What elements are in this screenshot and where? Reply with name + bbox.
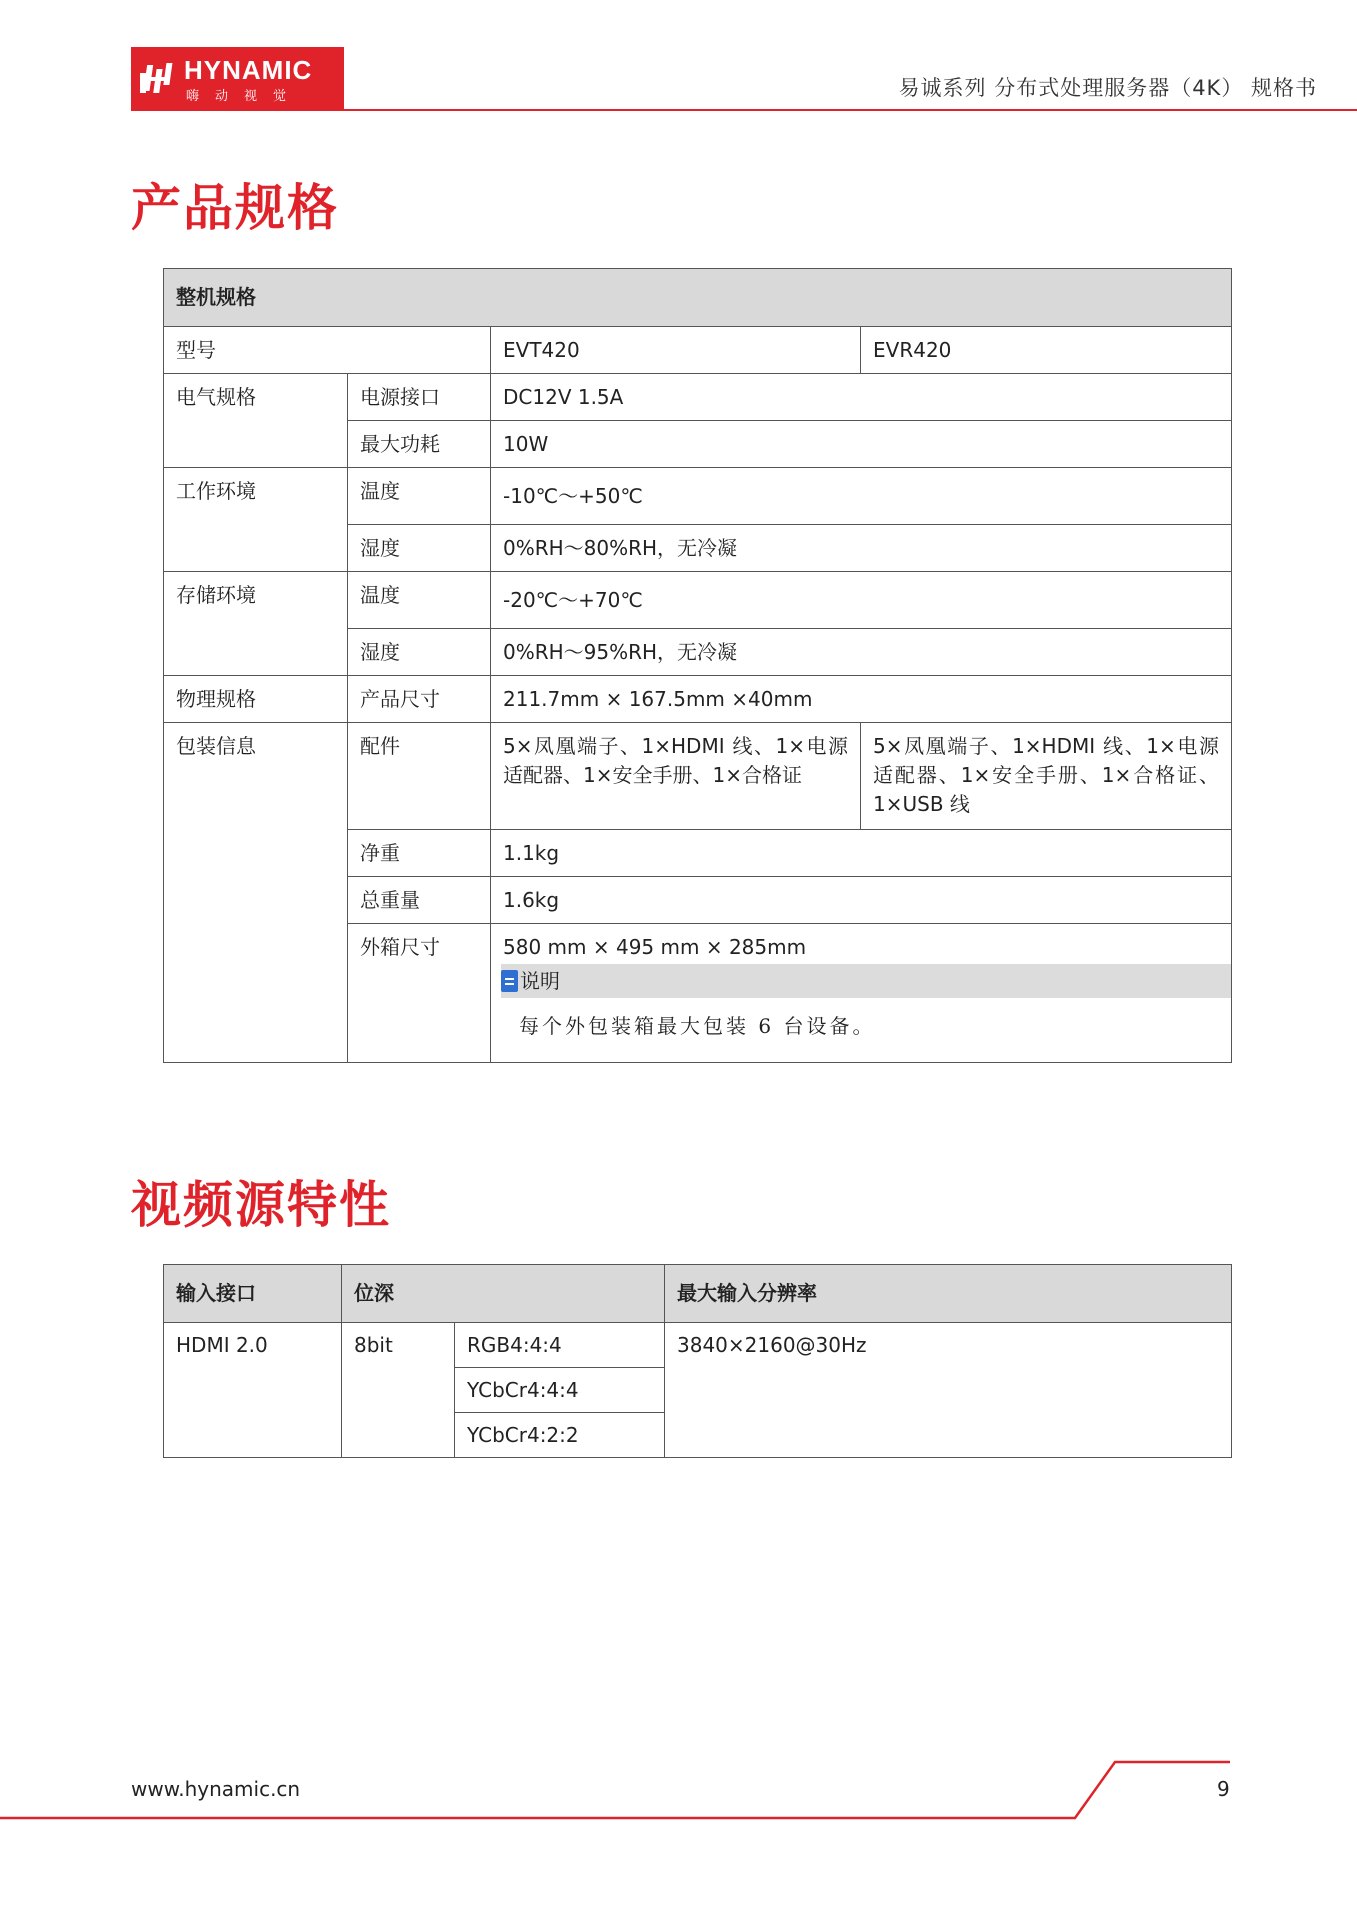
- storage-humidity-label: 湿度: [348, 629, 491, 676]
- physical-group: 物理规格: [164, 676, 348, 723]
- document-title: 易诚系列 分布式处理服务器（4K） 规格书: [898, 76, 1317, 100]
- accessories-label: 配件: [348, 723, 491, 830]
- product-size-value: 211.7mm × 167.5mm ×40mm: [491, 676, 1232, 723]
- format-rgb444: RGB4:4:4: [455, 1323, 665, 1368]
- storage-temp-label: 温度: [348, 572, 491, 629]
- work-humidity-value: 0%RH～80%RH，无冷凝: [491, 525, 1232, 572]
- section-title-video: 视频源特性: [131, 1176, 391, 1234]
- section-title-specs: 产品规格: [131, 179, 339, 237]
- hynamic-logo-icon: [138, 59, 178, 99]
- header-divider: [131, 109, 1357, 111]
- accessories-evr420: 5×凤凰端子、1×HDMI 线、1×电源适配器、1×安全手册、1×合格证、1×USB 线: [861, 723, 1232, 830]
- packing-group: 包装信息: [164, 723, 348, 1063]
- model-label: 型号: [164, 327, 491, 374]
- work-humidity-label: 湿度: [348, 525, 491, 572]
- note-icon: [501, 970, 518, 992]
- net-weight-label: 净重: [348, 830, 491, 877]
- footer-url[interactable]: www.hynamic.cn: [131, 1777, 301, 1801]
- gross-weight-label: 总重量: [348, 877, 491, 924]
- work-env-group: 工作环境: [164, 468, 348, 572]
- logo-brand-text: HYNAMIC: [184, 55, 313, 85]
- video-source-table: [163, 1264, 1232, 1458]
- spec-table: [163, 268, 1232, 1063]
- model-b: EVR420: [861, 327, 1232, 374]
- note-title: 说明: [520, 969, 560, 993]
- format-ycbcr444: YCbCr4:4:4: [455, 1368, 665, 1413]
- max-resolution-value: 3840×2160@30Hz: [665, 1323, 1232, 1458]
- storage-humidity-value: 0%RH～95%RH，无冷凝: [491, 629, 1232, 676]
- max-power-label: 最大功耗: [348, 421, 491, 468]
- accessories-evt420: 5×凤凰端子、1×HDMI 线、1×电源适配器、1×安全手册、1×合格证: [491, 723, 861, 830]
- bit-depth-value: 8bit: [342, 1323, 455, 1458]
- box-size-label: 外箱尺寸: [348, 924, 491, 1063]
- net-weight-value: 1.1kg: [491, 830, 1232, 877]
- col-header-interface: 输入接口: [164, 1265, 342, 1323]
- col-header-bit-depth: 位深: [342, 1265, 665, 1323]
- gross-weight-value: 1.6kg: [491, 877, 1232, 924]
- col-header-max-resolution: 最大输入分辨率: [665, 1265, 1232, 1323]
- electrical-group: 电气规格: [164, 374, 348, 468]
- box-size-value: 580 mm × 495 mm × 285mm: [503, 935, 807, 959]
- company-logo: [131, 47, 344, 111]
- work-temp-label: 温度: [348, 468, 491, 525]
- format-ycbcr422: YCbCr4:2:2: [455, 1413, 665, 1458]
- box-size-cell: [491, 924, 1232, 1063]
- power-interface-label: 电源接口: [348, 374, 491, 421]
- note-text: 每个外包装箱最大包装 6 台设备。: [519, 1014, 876, 1038]
- product-size-label: 产品尺寸: [348, 676, 491, 723]
- page-number: 9: [1217, 1777, 1230, 1801]
- spec-table-header: 整机规格: [164, 269, 1232, 327]
- storage-temp-value: -20℃～+70℃: [491, 572, 1232, 629]
- interface-value: HDMI 2.0: [164, 1323, 342, 1458]
- note-bar: [501, 964, 1231, 998]
- power-interface-value: DC12V 1.5A: [491, 374, 1232, 421]
- model-a: EVT420: [491, 327, 861, 374]
- logo-chinese-text: 嗨动视觉: [186, 89, 303, 104]
- work-temp-value: -10℃～+50℃: [491, 468, 1232, 525]
- storage-env-group: 存储环境: [164, 572, 348, 676]
- max-power-value: 10W: [491, 421, 1232, 468]
